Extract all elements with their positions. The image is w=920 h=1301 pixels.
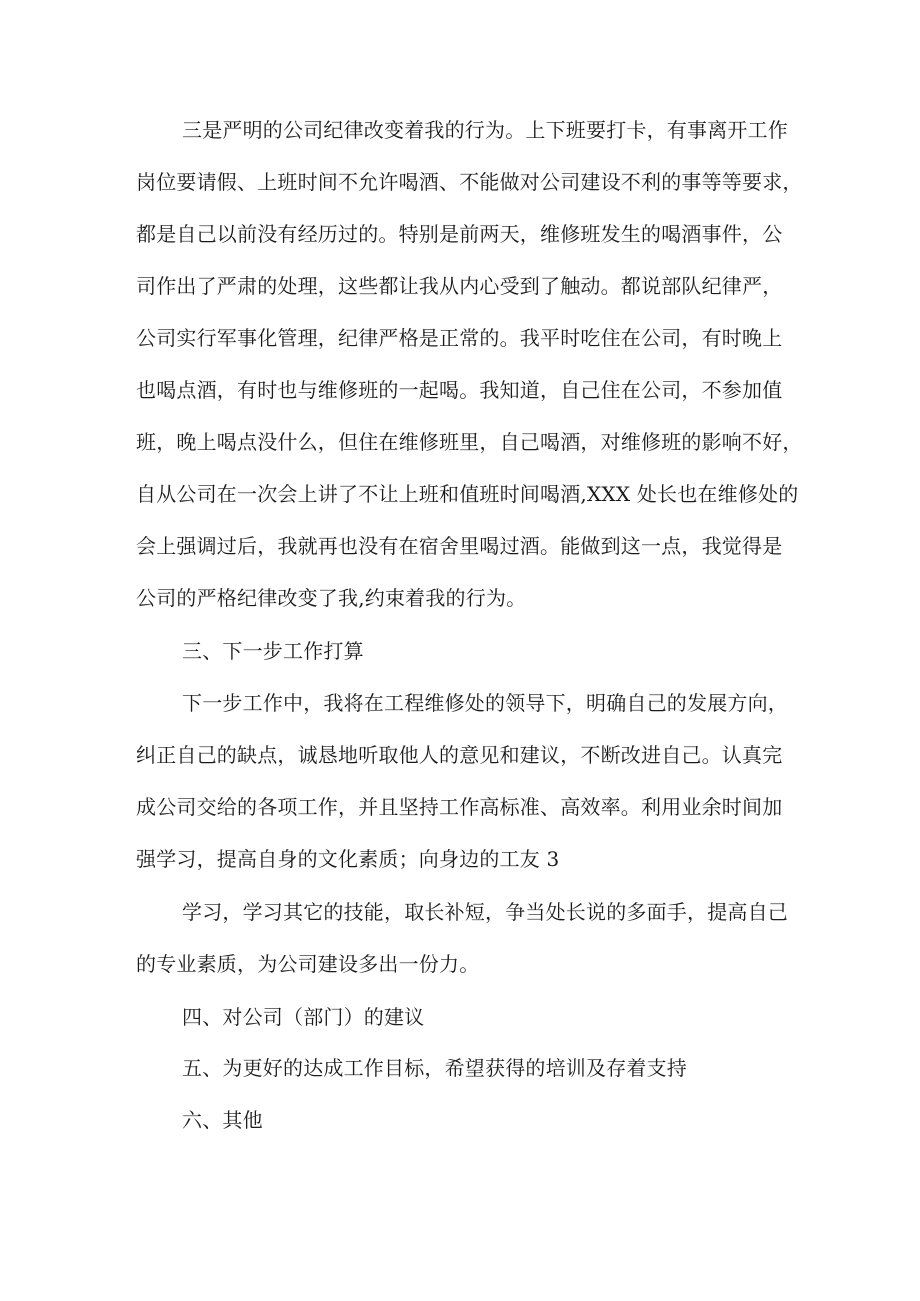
section-heading: 四、对公司（部门）的建议 bbox=[182, 1005, 425, 1029]
paragraph-line: 班，晚上喝点没什么，但住在维修班里，自己喝酒，对维修班的影响不好， bbox=[136, 430, 803, 454]
paragraph-line: 下一步工作中，我将在工程维修处的领导下，明确自己的发展方向， bbox=[182, 691, 788, 715]
paragraph-line: 纠正自己的缺点，诚恳地听取他人的意见和建议，不断改进自己。认真完 bbox=[136, 743, 783, 767]
section-heading: 三、下一步工作打算 bbox=[182, 639, 364, 663]
paragraph-line: 公司的严格纪律改变了我,约束着我的行为。 bbox=[136, 586, 527, 610]
paragraph-line: 三是严明的公司纪律改变着我的行为。上下班要打卡，有事离开工作 bbox=[182, 118, 788, 142]
paragraph-line: 也喝点酒，有时也与维修班的一起喝。我知道，自己住在公司，不参加值 bbox=[136, 378, 783, 402]
paragraph-line: 都是自己以前没有经历过的。特别是前两天，维修班发生的喝酒事件，公 bbox=[136, 222, 783, 246]
section-heading: 六、其他 bbox=[182, 1108, 263, 1132]
section-heading: 五、为更好的达成工作目标，希望获得的培训及存着支持 bbox=[182, 1056, 687, 1080]
paragraph-line: 的专业素质，为公司建设多出一份力。 bbox=[136, 952, 480, 976]
paragraph-line: 会上强调过后，我就再也没有在宿舍里喝过酒。能做到这一点，我觉得是 bbox=[136, 534, 783, 558]
paragraph-line: 学习，学习其它的技能，取长补短，争当处长说的多面手，提高自己 bbox=[182, 900, 788, 924]
paragraph-line: 强学习，提高自身的文化素质；向身边的工友 3 bbox=[136, 847, 560, 871]
paragraph-line: 自从公司在一次会上讲了不让上班和值班时间喝酒,XXX 处长也在维修处的 bbox=[136, 482, 799, 506]
paragraph-line: 公司实行军事化管理，纪律严格是正常的。我平时吃住在公司，有时晚上 bbox=[136, 326, 783, 350]
paragraph-line: 司作出了严肃的处理，这些都让我从内心受到了触动。都说部队纪律严， bbox=[136, 274, 783, 298]
paragraph-line: 成公司交给的各项工作，并且坚持工作高标准、高效率。利用业余时间加 bbox=[136, 795, 783, 819]
paragraph-line: 岗位要请假、上班时间不允许喝酒、不能做对公司建设不利的事等等要求， bbox=[136, 170, 803, 194]
